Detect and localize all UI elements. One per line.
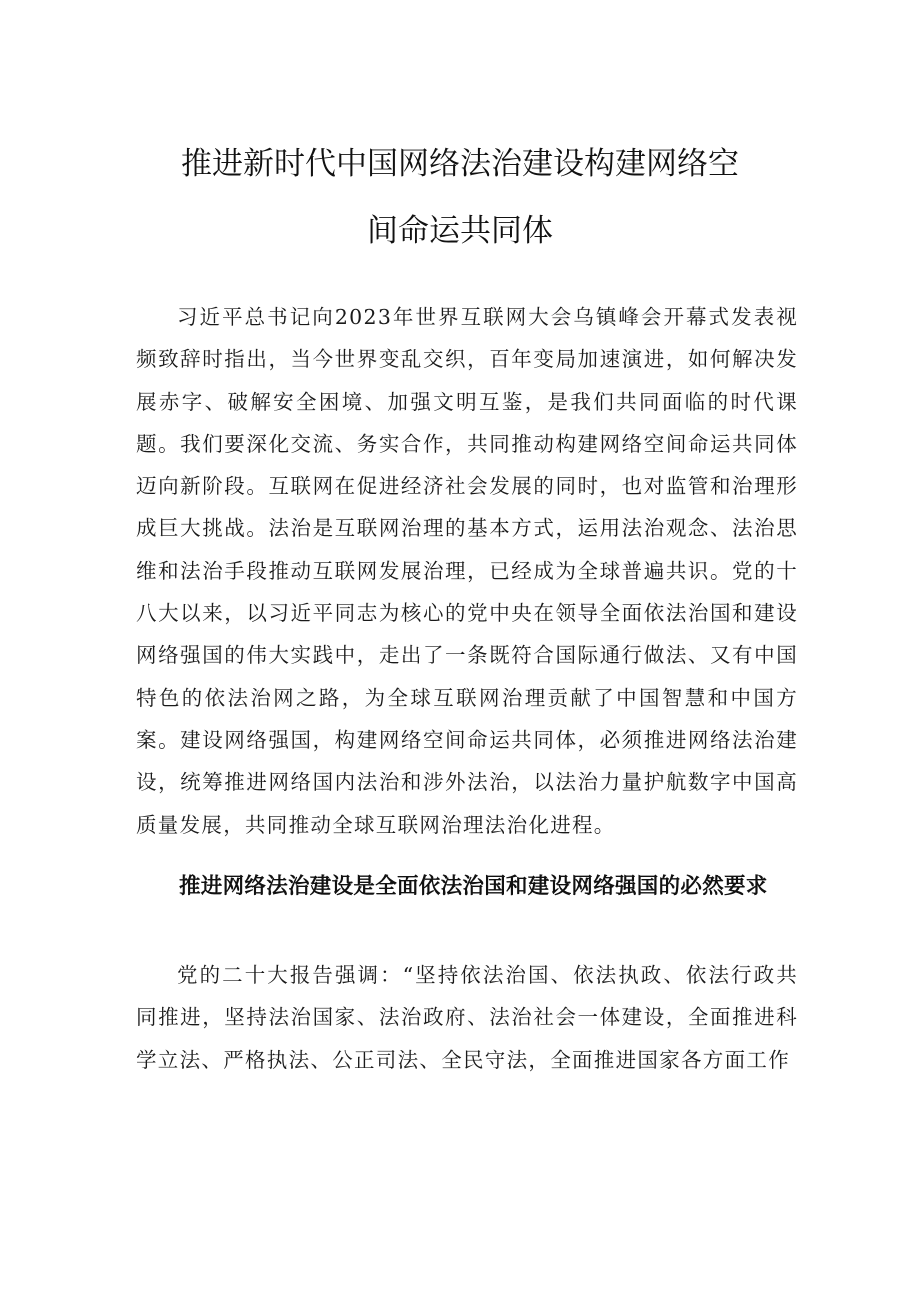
document-title-line-1: 推进新时代中国网络法治建设构建网络空: [181, 146, 739, 182]
document-title-line-2: 间命运共同体: [367, 213, 553, 249]
section-subheading: 推进网络法治建设是全面依法治国和建设网络强国的必然要求: [179, 874, 768, 899]
body-paragraph-1: 习近平总书记向2023年世界互联网大会乌镇峰会开幕式发表视频致辞时指出，当今世界变乱交织，百年变局加速演进，如何解决发展赤字、破解安全困境、加强文明互鉴，是我们共同面临的时代课题。我们要深化交流、务实合作，共同推动构建网络空间命运共同体迈向新阶段。互联网在促进经济社会发展的同时，也对监管和治理形成巨大挑战。法治是互联网治理的基本方式，运用法治观念、法治思维和法治手段推动互联网发展治理，已经成为全球普遍共识。党的十八大以来，以习近平同志为核心的党中央在领导全面依法治国和建设网络强国的伟大实践中，走出了一条既符合国际通行做法、又有中国特色的依法治网之路，为全球互联网治理贡献了中国智慧和中国方案。建设网络强国，构建网络空间命运共同体，必须推进网络法治建设，统筹推进网络国内法治和涉外法治，以法治力量护航数字中国高质量发展，共同推动全球互联网治理法治化进程。: [136, 305, 798, 837]
body-paragraph-2: 党的二十大报告强调：“坚持依法治国、依法执政、依法行政共同推进，坚持法治国家、法治政府、法治社会一体建设，全面推进科学立法、严格执法、公正司法、全民守法，全面推进国家各方面工作: [136, 963, 798, 1072]
